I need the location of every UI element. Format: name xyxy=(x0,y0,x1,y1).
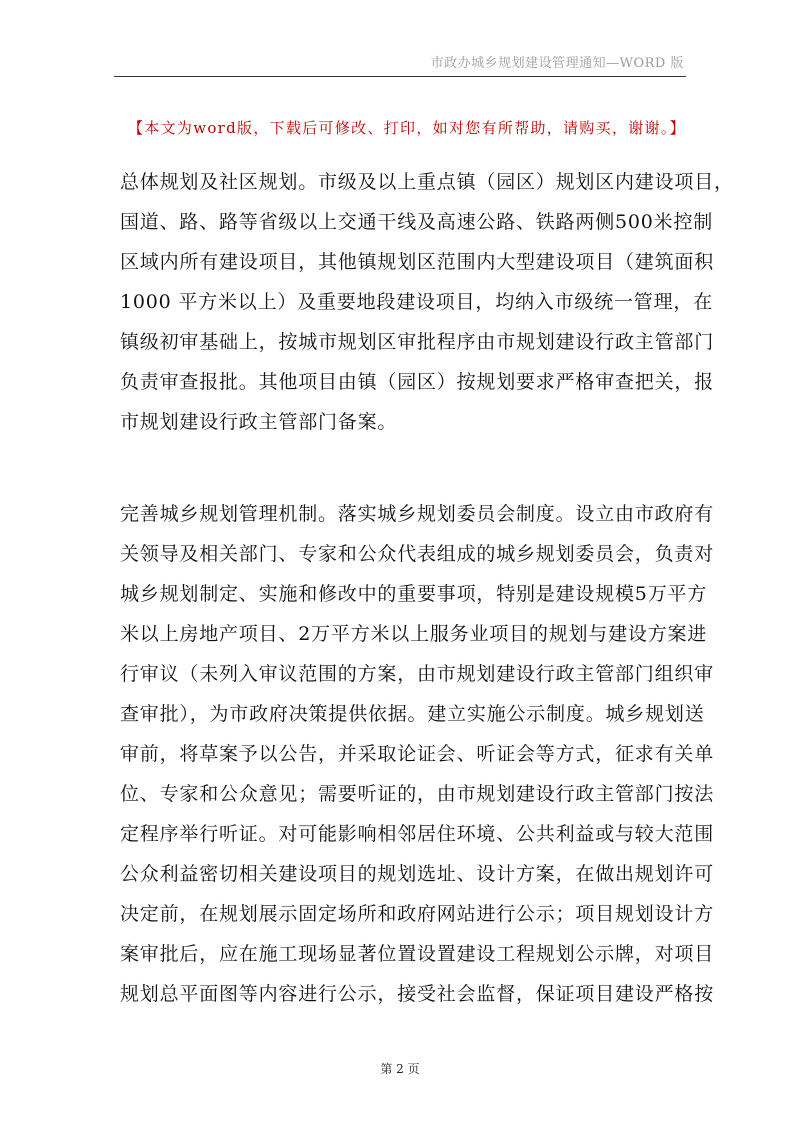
header-divider xyxy=(114,76,686,77)
paragraph-line: 总体规划及社区规划。市级及以上重点镇（园区）规划区内建设项目， xyxy=(120,171,734,193)
paragraph-2 xyxy=(120,494,715,1014)
download-notice: 【本文为word版，下载后可修改、打印，如对您有所帮助，请购买，谢谢。】 xyxy=(128,119,686,137)
paragraph-line: 1000 平方米以上）及重要地段建设项目，均纳入市级统一管理，在 xyxy=(120,291,713,313)
paragraph-line: 规划总平面图等内容进行公示，接受社会监督，保证项目建设严格按 xyxy=(120,983,715,1005)
paragraph-line: 区域内所有建设项目，其他镇规划区范围内大型建设项目（建筑面积 xyxy=(120,251,715,273)
paragraph-line: 国道、路、路等省级以上交通干线及高速公路、铁路两侧500米控制 xyxy=(120,211,714,233)
paragraph-line: 行审议（未列入审议范围的方案，由市规划建设行政主管部门组织审 xyxy=(120,663,715,685)
paragraph-1 xyxy=(120,162,734,442)
paragraph-line: 决定前，在规划展示固定场所和政府网站进行公示；项目规划设计方 xyxy=(120,903,715,925)
paragraph-line: 镇级初审基础上，按城市规划区审批程序由市规划建设行政主管部门 xyxy=(120,331,715,353)
page-number: 第 2 页 xyxy=(380,1062,420,1076)
paragraph-line: 查审批），为市政府决策提供依据。建立实施公示制度。城乡规划送 xyxy=(120,703,705,725)
paragraph-line: 完善城乡规划管理机制。落实城乡规划委员会制度。设立由市政府有 xyxy=(120,503,715,525)
paragraph-line: 城乡规划制定、实施和修改中的重要事项，特别是建设规模5万平方 xyxy=(120,583,708,605)
paragraph-line: 负责审查报批。其他项目由镇（园区）按规划要求严格审查把关，报 xyxy=(120,371,715,393)
paragraph-line: 位、专家和公众意见；需要听证的，由市规划建设行政主管部门按法 xyxy=(120,783,715,805)
paragraph-line: 案审批后，应在施工现场显著位置设置建设工程规划公示牌，对项目 xyxy=(120,943,715,965)
paragraph-line: 定程序举行听证。对可能影响相邻居住环境、公共利益或与较大范围 xyxy=(120,823,715,845)
paragraph-line: 市规划建设行政主管部门备案。 xyxy=(120,411,398,433)
paragraph-line: 关领导及相关部门、专家和公众代表组成的城乡规划委员会，负责对 xyxy=(120,543,715,565)
paragraph-line: 公众利益密切相关建设项目的规划选址、设计方案，在做出规划许可 xyxy=(120,863,715,885)
page-header-title: 市政办城乡规划建设管理通知—WORD 版 xyxy=(430,56,684,71)
paragraph-line: 审前，将草案予以公告，并采取论证会、听证会等方式，征求有关单 xyxy=(120,743,715,765)
paragraph-line: 米以上房地产项目、2万平方米以上服务业项目的规划与建设方案进 xyxy=(120,623,708,645)
